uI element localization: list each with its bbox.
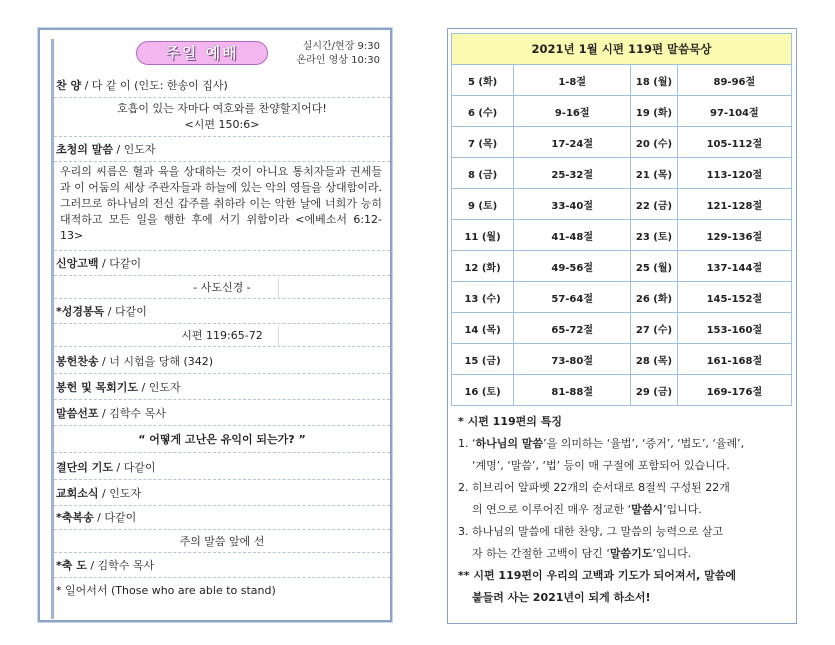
invitation-text: 우리의 씨름은 혈과 육을 상대하는 것이 아니요 통치자들과 권세들과 이 어둠의 세상 주관자들과 하늘에 있는 악의 영들을 상대함이라. 그러므로 하나님의 전신 갑주를 취하라 이는 악한 날에 너희가 능히 대적하고 모든 일을 행한 후에 서기 위함이라 <에베소서 6:12-13>: [54, 164, 390, 251]
schedule-verses: 9-16절: [514, 96, 631, 127]
schedule-verses: 65-72절: [514, 313, 631, 344]
schedule-date: 14 (목): [452, 313, 514, 344]
schedule-row: [452, 220, 792, 251]
schedule-row: [452, 158, 792, 189]
note-bold: 하나님의 말씀: [475, 437, 544, 450]
scripture-reference: 시편 119:65-72: [54, 326, 390, 347]
schedule-verses: 145-152절: [677, 282, 791, 313]
order-detail: / 김학수 목사: [102, 407, 166, 420]
schedule-date: 16 (토): [452, 375, 514, 406]
order-label: 신앙고백: [56, 257, 99, 270]
order-detail: / 다 같 이 (인도: 한송이 집사): [84, 79, 228, 92]
schedule-date: 15 (금): [452, 344, 514, 375]
schedule-verses: 73-80절: [514, 344, 631, 375]
order-item-benediction: [54, 554, 390, 578]
closing-prayer-cont: 붙들려 사는 2021년이 되게 하소서!: [472, 591, 651, 604]
schedule-date: 28 (목): [631, 344, 677, 375]
worship-order-panel: [38, 28, 392, 622]
schedule-title: 2021년 1월 시편 119편 말씀묵상: [452, 34, 792, 65]
schedule-date: 23 (토): [631, 220, 677, 251]
schedule-verses: 49-56절: [514, 251, 631, 282]
order-label: 말씀선포: [56, 407, 99, 420]
schedule-date: 9 (토): [452, 189, 514, 220]
schedule-date: 26 (화): [631, 282, 677, 313]
note-text: 의 연으로 이루어진 매우 정교한 ‘: [472, 503, 632, 516]
order-item-announcements: [54, 482, 390, 506]
order-detail: / 인도자: [141, 381, 181, 394]
order-label: *성경봉독: [56, 305, 105, 318]
schedule-row: [452, 344, 792, 375]
order-item-decision-prayer: [54, 456, 390, 480]
schedule-verses: 33-40절: [514, 189, 631, 220]
order-label: 교회소식: [56, 487, 99, 500]
schedule-row: [452, 96, 792, 127]
schedule-verses: 153-160절: [677, 313, 791, 344]
schedule-verses: 105-112절: [677, 127, 791, 158]
order-item-offering-prayer: [54, 376, 390, 400]
schedule-verses: 161-168절: [677, 344, 791, 375]
psalm-notes: [458, 411, 788, 609]
schedule-row: [452, 189, 792, 220]
note-item-3: 3. 하나님의 말씀에 대한 찬양, 그 말씀의 능력으로 살고: [458, 525, 724, 538]
stand-note: * 일어서서 (Those who are able to stand): [56, 584, 276, 597]
order-detail: / 인도자: [116, 143, 156, 156]
order-item-sermon: [54, 402, 390, 426]
schedule-verses: 81-88절: [514, 375, 631, 406]
schedule-verses: 121-128절: [677, 189, 791, 220]
schedule-row: [452, 127, 792, 158]
schedule-verses: 25-32절: [514, 158, 631, 189]
closing-prayer: ** 시편 119편이 우리의 고백과 기도가 되어져서, 말씀에: [458, 569, 736, 582]
schedule-date: 8 (금): [452, 158, 514, 189]
note-bold: 말씀기도: [609, 547, 653, 560]
order-item-offering-hymn: [54, 350, 390, 374]
schedule-date: 27 (수): [631, 313, 677, 344]
note-item-2-cont: [458, 499, 788, 521]
order-item-praise: [54, 74, 390, 98]
order-label: *축 도: [56, 559, 87, 572]
schedule-verses: 113-120절: [677, 158, 791, 189]
note-item-1: [458, 433, 788, 455]
praise-verse-ref: <시편 150:6>: [54, 118, 390, 137]
service-time-onsite: 실시간/현장 9:30: [302, 41, 380, 52]
schedule-verses: 1-8절: [514, 65, 631, 96]
order-detail: / 다같이: [116, 461, 156, 474]
meditation-schedule-panel: [447, 28, 797, 624]
cell-divider: [278, 278, 279, 298]
note-text: ’을 의미하는 ‘율법’, ‘증거’, ‘법도’, ‘율례’,: [543, 437, 745, 450]
note-text: 자 하는 간절한 고백이 담긴 ‘: [472, 547, 610, 560]
order-item-scripture: [54, 300, 390, 324]
order-item-invitation: [54, 138, 390, 162]
note-text: ’입니다.: [663, 503, 702, 516]
schedule-date: 21 (목): [631, 158, 677, 189]
schedule-date: 7 (목): [452, 127, 514, 158]
order-detail: / 너 시험을 당해 (342): [102, 355, 214, 368]
order-item-confession: [54, 252, 390, 276]
schedule-verses: 17-24절: [514, 127, 631, 158]
schedule-verses: 129-136절: [677, 220, 791, 251]
order-item-blessing-song: [54, 506, 390, 530]
blessing-song-title: 주의 말씀 앞에 선: [54, 532, 390, 553]
schedule-date: 11 (월): [452, 220, 514, 251]
order-label: 봉헌 및 목회기도: [56, 381, 139, 394]
schedule-date: 6 (수): [452, 96, 514, 127]
schedule-row: [452, 313, 792, 344]
schedule-row: [452, 282, 792, 313]
schedule-date: 20 (수): [631, 127, 677, 158]
notes-heading: * 시편 119편의 특징: [458, 415, 562, 428]
schedule-date: 19 (화): [631, 96, 677, 127]
schedule-date: 5 (화): [452, 65, 514, 96]
schedule-verses: 57-64절: [514, 282, 631, 313]
order-label: 결단의 기도: [56, 461, 113, 474]
order-label: *축복송: [56, 511, 94, 524]
order-label: 초청의 말씀: [56, 143, 113, 156]
schedule-row: [452, 375, 792, 406]
note-text: 1. ‘: [458, 437, 476, 450]
schedule-verses: 169-176절: [677, 375, 791, 406]
note-bold: 말씀시: [631, 503, 664, 516]
service-time-online: 온라인 영상 10:30: [296, 55, 380, 66]
bulletin-header: [40, 30, 390, 72]
sermon-title: “ 어떻게 고난은 유익이 되는가? ”: [54, 430, 390, 453]
note-item-2: 2. 히브리어 알파벳 22개의 순서대로 8절씩 구성된 22개: [458, 481, 730, 494]
schedule-date: 29 (금): [631, 375, 677, 406]
schedule-row: [452, 251, 792, 282]
order-detail: / 다같이: [102, 257, 142, 270]
praise-verse: 호흡이 있는 자마다 여호와를 찬양할지어다!: [117, 102, 327, 115]
cell-divider: [278, 326, 279, 346]
schedule-row: [452, 65, 792, 96]
schedule-date: 13 (수): [452, 282, 514, 313]
schedule-verses: 41-48절: [514, 220, 631, 251]
order-label: 찬 양: [56, 79, 82, 92]
service-times: [297, 40, 380, 68]
note-item-1-cont: ‘계명’, ‘말씀’, ‘법’ 등이 매 구절에 포함되어 있습니다.: [472, 459, 730, 472]
schedule-verses: 89-96절: [677, 65, 791, 96]
apostles-creed: - 사도신경 -: [54, 278, 390, 299]
schedule-date: 25 (월): [631, 251, 677, 282]
schedule-verses: 97-104절: [677, 96, 791, 127]
note-item-3-cont: [458, 543, 788, 565]
schedule-verses: 137-144절: [677, 251, 791, 282]
order-detail: / 다같이: [97, 511, 137, 524]
order-detail: / 인도자: [102, 487, 142, 500]
schedule-date: 12 (화): [452, 251, 514, 282]
table-title-row: [452, 34, 792, 65]
meditation-schedule-table: [451, 33, 792, 406]
bulletin-title: 주일 예배: [136, 41, 268, 65]
order-detail: / 김학수 목사: [90, 559, 155, 572]
schedule-date: 18 (월): [631, 65, 677, 96]
order-detail: / 다같이: [107, 305, 147, 318]
note-text: ’입니다.: [652, 547, 692, 560]
schedule-date: 22 (금): [631, 189, 677, 220]
order-label: 봉헌찬송: [56, 355, 99, 368]
